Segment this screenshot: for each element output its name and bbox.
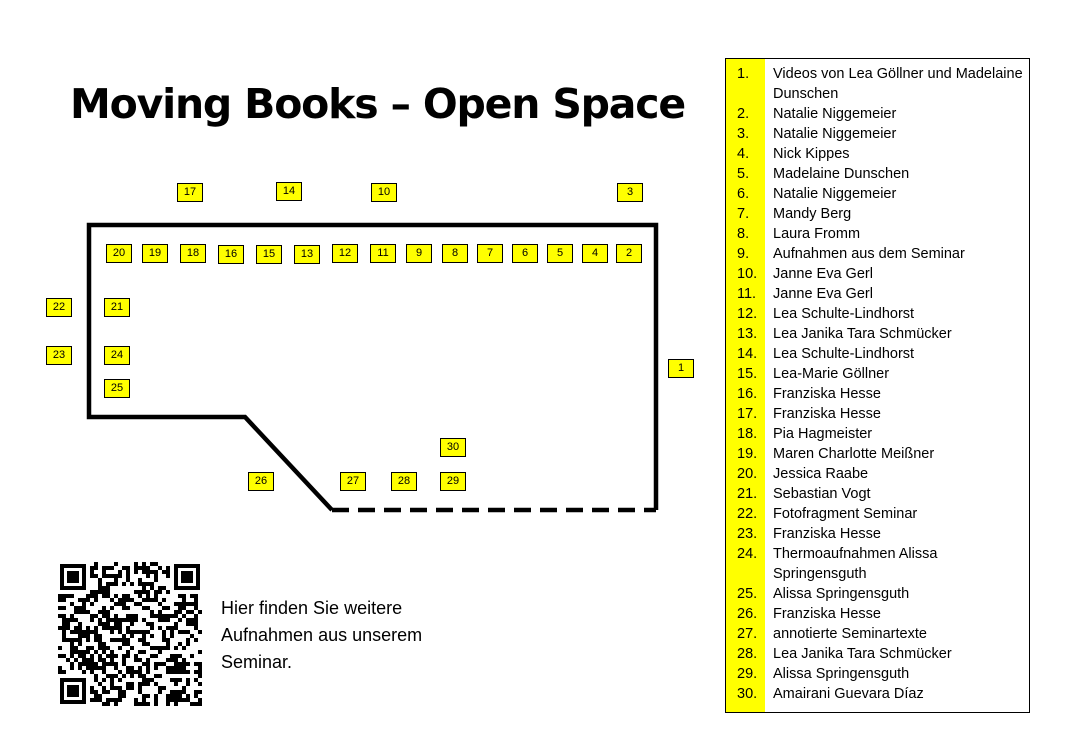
marker-11: 11 (370, 244, 396, 263)
legend-item-text: Nick Kippes (773, 146, 850, 162)
legend-item-number: 6. (737, 186, 750, 202)
qr-finder-bottom-left (60, 678, 86, 704)
legend-item (726, 104, 1029, 124)
legend-item-text: Franziska Hesse (773, 406, 881, 422)
legend-item-number: 26. (737, 606, 758, 622)
marker-29: 29 (440, 472, 466, 491)
legend-item (726, 384, 1029, 404)
legend-item (726, 644, 1029, 664)
legend-item-text: Lea-Marie Göllner (773, 366, 890, 382)
legend-item (726, 604, 1029, 624)
legend-item (726, 684, 1029, 704)
page-title: Moving Books – Open Space (70, 80, 685, 128)
legend-item-number: 4. (737, 146, 750, 162)
marker-23: 23 (46, 346, 72, 365)
legend-item-number: 9. (737, 246, 750, 262)
legend-item-number: 22. (737, 506, 758, 522)
legend-item-number: 19. (737, 446, 758, 462)
legend-item-text: Franziska Hesse (773, 606, 881, 622)
marker-24: 24 (104, 346, 130, 365)
marker-30: 30 (440, 438, 466, 457)
marker-22: 22 (46, 298, 72, 317)
legend-item-text: Mandy Berg (773, 206, 852, 222)
legend-item-number: 28. (737, 646, 758, 662)
marker-2: 2 (616, 244, 642, 263)
legend-item-text: Amairani Guevara Díaz (773, 686, 924, 702)
legend-item-text: Franziska Hesse (773, 526, 881, 542)
legend-item-text: Natalie Niggemeier (773, 186, 897, 202)
legend-item (726, 204, 1029, 224)
legend-item-number: 7. (737, 206, 750, 222)
legend-item-text: Maren Charlotte Meißner (773, 446, 935, 462)
legend-item-number: 25. (737, 586, 758, 602)
legend-item (726, 364, 1029, 384)
marker-14: 14 (276, 182, 302, 201)
legend-item-text: Lea Schulte-Lindhorst (773, 306, 915, 322)
marker-18: 18 (180, 244, 206, 263)
marker-27: 27 (340, 472, 366, 491)
legend-item-number: 16. (737, 386, 758, 402)
legend-item-text: Madelaine Dunschen (773, 166, 910, 182)
legend-item-text: Natalie Niggemeier (773, 106, 897, 122)
legend-item-number: 1. (737, 66, 750, 82)
legend-item-text: Alissa Springensguth (773, 666, 910, 682)
legend-item-text: Pia Hagmeister (773, 426, 873, 442)
legend-item-number: 11. (737, 286, 757, 302)
legend-item (726, 284, 1029, 304)
legend-item-text: Natalie Niggemeier (773, 126, 897, 142)
legend-item-text: Janne Eva Gerl (773, 266, 873, 282)
marker-7: 7 (477, 244, 503, 263)
legend-item-number: 18. (737, 426, 758, 442)
qr-code[interactable] (58, 562, 202, 706)
legend-item (726, 464, 1029, 484)
legend-item-number: 23. (737, 526, 758, 542)
legend-item (726, 664, 1029, 684)
marker-4: 4 (582, 244, 608, 263)
legend-item (726, 64, 1029, 104)
legend-list (726, 64, 1029, 704)
marker-9: 9 (406, 244, 432, 263)
legend-item (726, 304, 1029, 324)
marker-1: 1 (668, 359, 694, 378)
legend-item-number: 13. (737, 326, 758, 342)
legend-item (726, 264, 1029, 284)
legend-item-number: 12. (737, 306, 758, 322)
legend-item-text: Alissa Springensguth (773, 586, 910, 602)
legend-item-number: 27. (737, 626, 758, 642)
legend-item-text: annotierte Seminartexte (773, 626, 927, 642)
legend-item (726, 424, 1029, 444)
legend-item-number: 15. (737, 366, 758, 382)
marker-28: 28 (391, 472, 417, 491)
qr-finder-top-left (60, 564, 86, 590)
legend-item (726, 584, 1029, 604)
legend-item (726, 444, 1029, 464)
legend-item (726, 544, 1029, 584)
marker-13: 13 (294, 245, 320, 264)
legend-item-number: 20. (737, 466, 758, 482)
qr-finder-top-right (174, 564, 200, 590)
marker-8: 8 (442, 244, 468, 263)
legend-panel (725, 58, 1030, 713)
legend-item (726, 504, 1029, 524)
legend-item (726, 404, 1029, 424)
legend-item-number: 8. (737, 226, 750, 242)
legend-item-number: 14. (737, 346, 758, 362)
marker-21: 21 (104, 298, 130, 317)
legend-item-text: Lea Schulte-Lindhorst (773, 346, 915, 362)
legend-item-number: 10. (737, 266, 758, 282)
legend-item-number: 24. (737, 546, 758, 562)
marker-19: 19 (142, 244, 168, 263)
legend-item (726, 624, 1029, 644)
legend-item (726, 484, 1029, 504)
marker-10: 10 (371, 183, 397, 202)
legend-item-text: Sebastian Vogt (773, 486, 871, 502)
legend-item-text: Lea Janika Tara Schmücker (773, 646, 952, 662)
legend-item (726, 144, 1029, 164)
marker-6: 6 (512, 244, 538, 263)
legend-item-number: 17. (737, 406, 758, 422)
legend-item-text: Videos von Lea Göllner und Madelaine Dunschen (773, 66, 1023, 102)
legend-item-text: Janne Eva Gerl (773, 286, 873, 302)
marker-17: 17 (177, 183, 203, 202)
legend-item-text: Aufnahmen aus dem Seminar (773, 246, 965, 262)
legend-item-number: 5. (737, 166, 750, 182)
marker-26: 26 (248, 472, 274, 491)
legend-item-number: 21. (737, 486, 758, 502)
legend-item-text: Jessica Raabe (773, 466, 869, 482)
legend-item-number: 30. (737, 686, 758, 702)
marker-15: 15 (256, 245, 282, 264)
legend-item-text: Franziska Hesse (773, 386, 881, 402)
legend-item (726, 124, 1029, 144)
marker-3: 3 (617, 183, 643, 202)
marker-20: 20 (106, 244, 132, 263)
qr-caption: Hier finden Sie weitere Aufnahmen aus unserem Seminar. (221, 598, 423, 672)
legend-item-text: Fotofragment Seminar (773, 506, 918, 522)
legend-item (726, 164, 1029, 184)
legend-item-text: Lea Janika Tara Schmücker (773, 326, 952, 342)
legend-item-number: 2. (737, 106, 750, 122)
marker-16: 16 (218, 245, 244, 264)
legend-item (726, 224, 1029, 244)
marker-5: 5 (547, 244, 573, 263)
legend-item (726, 524, 1029, 544)
legend-item-number: 29. (737, 666, 758, 682)
marker-12: 12 (332, 244, 358, 263)
legend-item (726, 324, 1029, 344)
room-outline (89, 225, 656, 510)
legend-item (726, 344, 1029, 364)
legend-item-text: Thermoaufnahmen Alissa Springensguth (773, 546, 938, 582)
legend-item-number: 3. (737, 126, 750, 142)
marker-25: 25 (104, 379, 130, 398)
legend-item-text: Laura Fromm (773, 226, 861, 242)
legend-item (726, 244, 1029, 264)
legend-item (726, 184, 1029, 204)
